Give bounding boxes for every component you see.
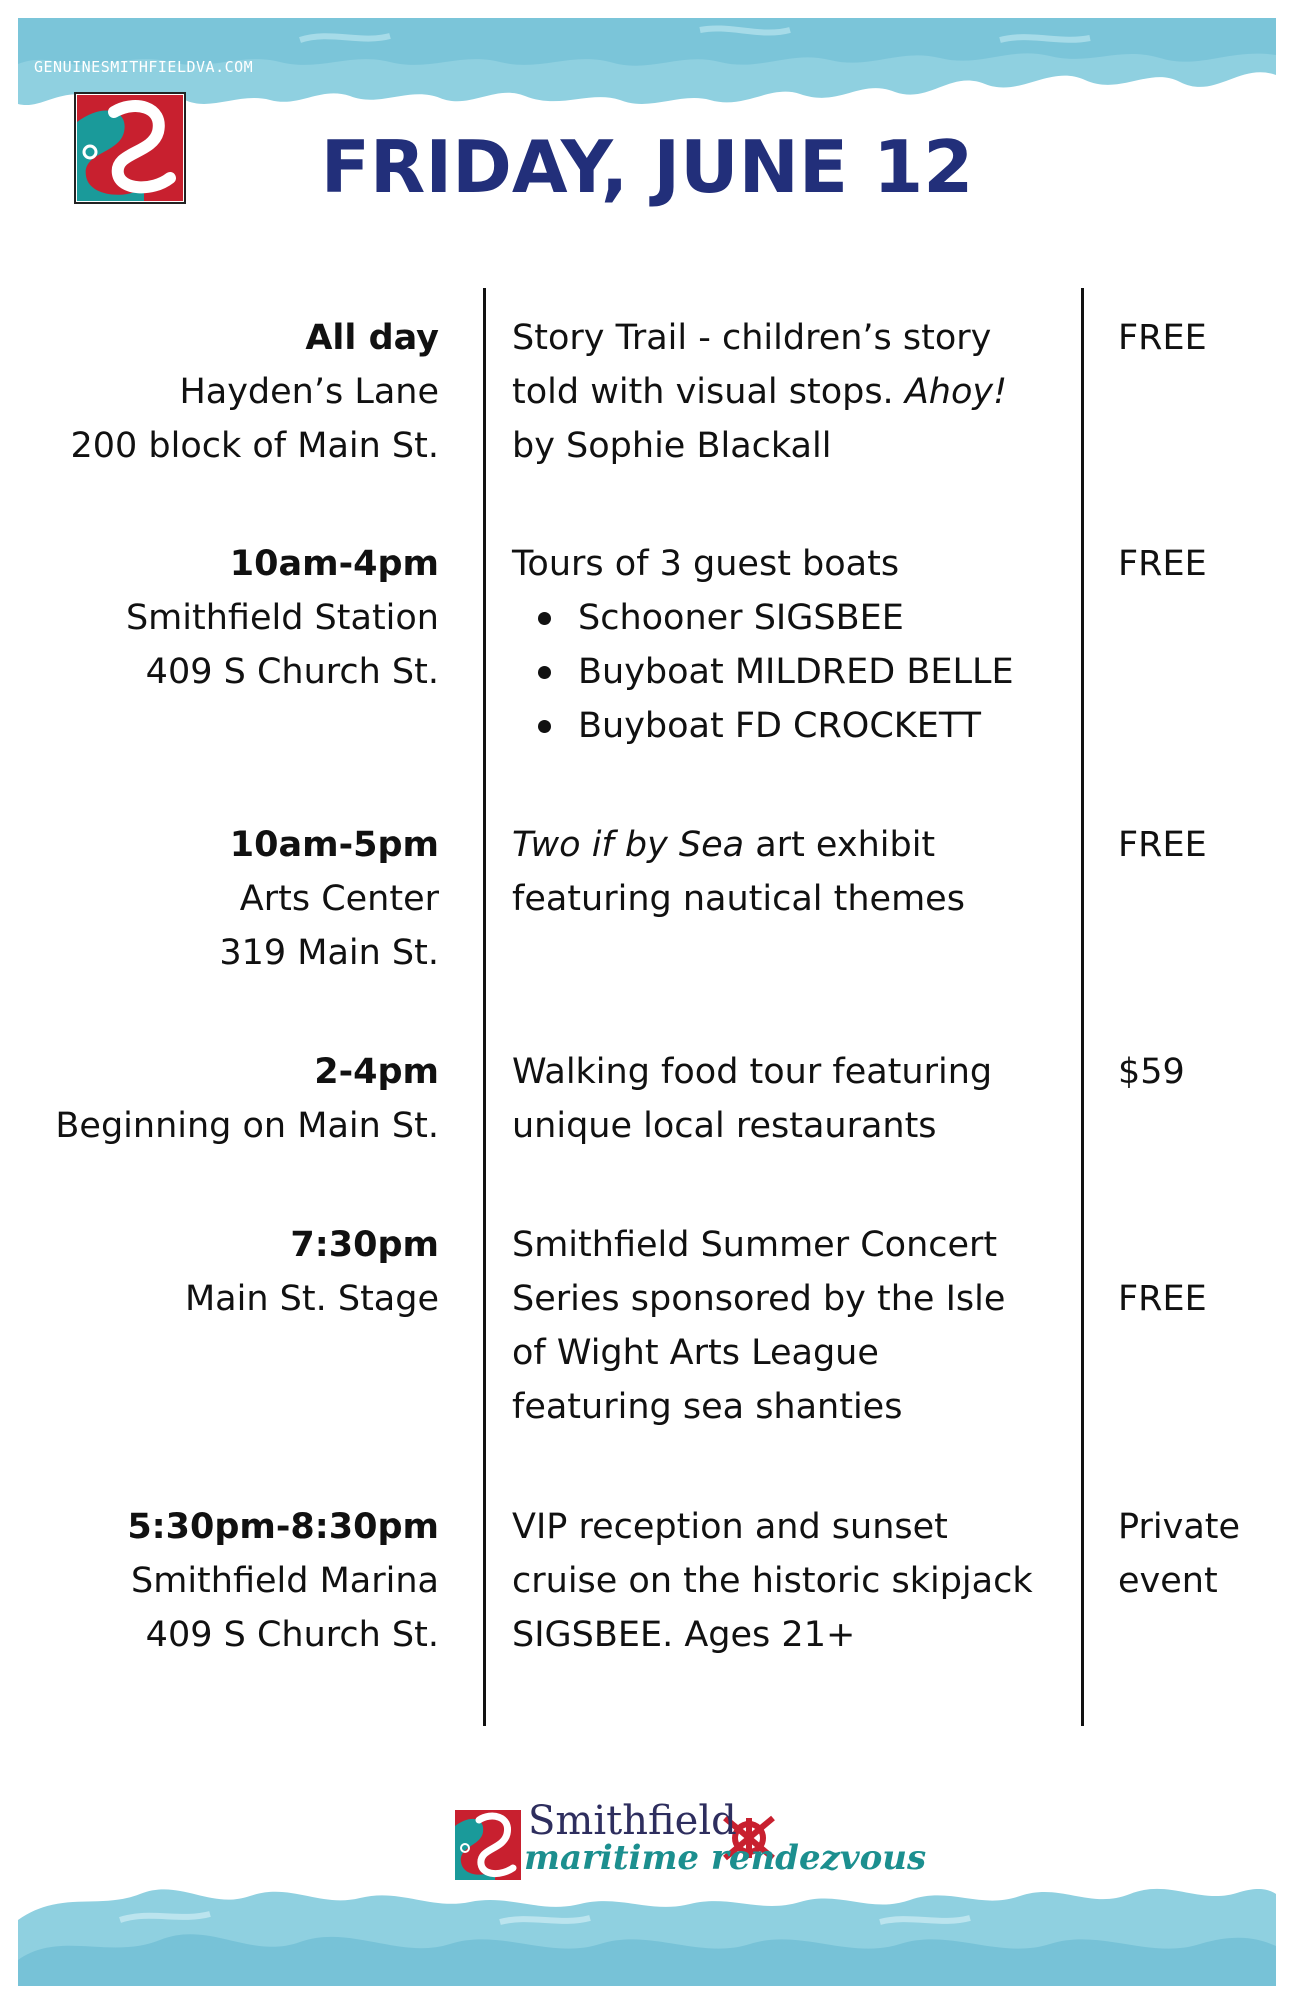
list-item: Schooner SIGSBEE — [512, 591, 1072, 645]
event-time: All day — [305, 318, 439, 358]
event-location: Hayden’s Lane — [179, 372, 439, 412]
page-title: FRIDAY, JUNE 12 — [320, 125, 974, 209]
event-location: Main St. Stage — [184, 1279, 439, 1319]
column-divider-right — [1081, 288, 1084, 1726]
event-description: VIP reception and sunset cruise on the historic skipjack SIGSBEE. Ages 21+ — [512, 1507, 1033, 1655]
event-time: 10am-5pm — [229, 825, 439, 865]
event-price: FREE — [1118, 544, 1207, 584]
event-address: 319 Main St. — [219, 933, 439, 973]
event-when-where — [19, 818, 439, 980]
event-description: Tours of 3 guest boats Schooner SIGSBEE Buyboat MILDRED BELLE Buyboat FD CROCKETT — [512, 537, 1072, 753]
event-description: Two if by Sea art exhibit featuring nautical themes — [512, 825, 965, 919]
event-price: FREE — [1118, 1279, 1207, 1319]
site-url: GENUINESMITHFIELDVA.COM — [34, 58, 254, 76]
footer-brand-smithfield: Smithfield — [528, 1798, 737, 1844]
event-price: FREE — [1118, 318, 1207, 358]
list-item: Buyboat FD CROCKETT — [512, 699, 1072, 753]
event-location: Smithfield Marina — [131, 1561, 439, 1601]
event-time: 2-4pm — [314, 1052, 439, 1092]
event-location: Beginning on Main St. — [55, 1106, 439, 1146]
exhibit-title: Two if by Sea — [512, 825, 745, 865]
event-when-where — [19, 1218, 439, 1326]
event-when-where — [19, 1500, 439, 1662]
event-description: Story Trail - children’s story told with visual stops. Ahoy! by Sophie Blackall — [512, 318, 1008, 466]
event-time: 7:30pm — [290, 1225, 439, 1265]
event-location: Arts Center — [239, 879, 439, 919]
boat-list — [512, 591, 1072, 753]
event-time: 5:30pm-8:30pm — [127, 1507, 439, 1547]
event-description: Walking food tour featuring unique local restaurants — [512, 1052, 993, 1146]
event-address: 409 S Church St. — [145, 1615, 439, 1655]
event-when-where — [19, 311, 439, 473]
event-time: 10am-4pm — [229, 544, 439, 584]
event-description: Smithfield Summer Concert Series sponsored by the Isle of Wight Arts League featuring sea shanties — [512, 1225, 1006, 1427]
event-address: 200 block of Main St. — [70, 426, 439, 466]
event-address: 409 S Church St. — [145, 652, 439, 692]
event-when-where — [19, 1045, 439, 1153]
event-when-where — [19, 537, 439, 699]
column-divider-left — [483, 288, 486, 1726]
list-item: Buyboat MILDRED BELLE — [512, 645, 1072, 699]
event-location: Smithfield Station — [125, 598, 439, 638]
event-price: Private event — [1118, 1507, 1241, 1601]
footer-brand-tagline: maritime rendezvous — [524, 1838, 927, 1878]
event-price: FREE — [1118, 825, 1207, 865]
event-price: $59 — [1118, 1052, 1185, 1092]
book-title: Ahoy! — [904, 372, 1008, 412]
